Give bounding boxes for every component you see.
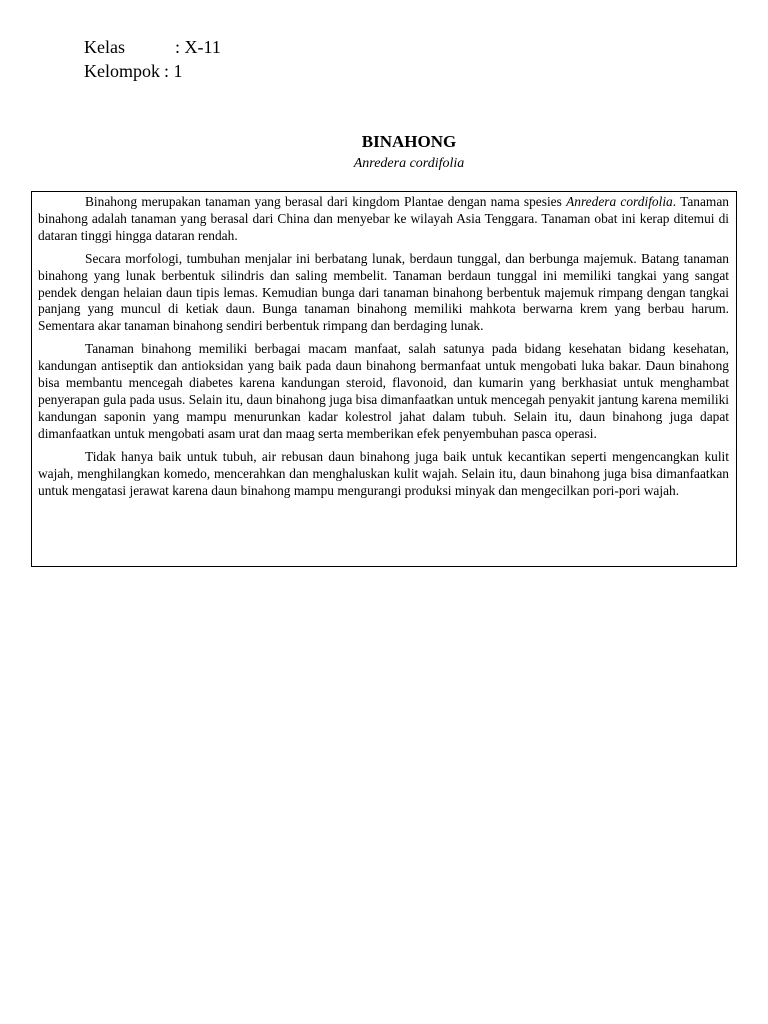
paragraph-intro-text-a: Binahong merupakan tanaman yang berasal dari kingdom Plantae dengan nama spesies: [85, 194, 567, 209]
document-title: BINAHONG: [361, 132, 457, 151]
document-subtitle: Anredera cordifolia: [353, 156, 465, 171]
species-name: Anredera cordifolia: [566, 194, 673, 209]
paragraph-intro: [38, 194, 729, 245]
paragraph-morphology: Secara morfologi, tumbuhan menjalar ini berbatang lunak, berdaun tunggal, dan berbunga majemuk. Batang tanaman binahong yang lunak berbentuk silindris dan saling membelit. Tanaman berdaun tunggal ini memiliki tangkai yang sangat pendek dengan helaian daun tipis lemas. Kemudian bunga dari tanaman binahong berbentuk majemuk rimpang dengan tangkai panjang yang muncul di ketiak daun. Bunga tanaman binahong memiliki mahkota berwarna krem yang berbau harum. Sementara akar tanaman binahong sendiri berbentuk rimpang dan berdaging lunak.: [38, 250, 729, 334]
paragraph-benefits: Tanaman binahong memiliki berbagai macam manfaat, salah satunya pada bidang kesehatan bidang kesehatan, kandungan antiseptik dan antioksidan yang baik pada daun binahong bermanfaat untuk mengobati luka bakar. Daun binahong bisa membantu mencegah diabetes karena kandungan steroid, flavonoid, dan kumarin yang berkhasiat untuk menghambat penyerapan gula pada usus. Selain itu, daun binahong juga bisa dimanfaatkan untuk mencegah penyakit jantung karena memiliki kandungan saponin yang mampu menurunkan kadar kolestrol jahat dalam tubuh. Selain itu, daun binahong juga dapat dimanfaatkan untuk mengobati asam urat dan maag serta memberikan efek penyembuhan pasca operasi.: [38, 341, 729, 441]
class-label: Kelas: [84, 37, 125, 57]
group-row: [84, 59, 221, 83]
class-row: [84, 35, 221, 59]
paragraph-beauty: Tidak hanya baik untuk tubuh, air rebusan daun binahong juga baik untuk kecantikan seperti mengencangkan kulit wajah, menghilangkan komedo, mencerahkan dan menghaluskan kulit wajah. Selain itu, daun binahong juga bisa dimanfaatkan untuk mengatasi jerawat karena daun binahong mampu mengurangi produksi minyak dan mengecilkan pori-pori wajah.: [38, 448, 729, 498]
class-value: : X-11: [175, 37, 221, 57]
paragraph-intro-text-b: . Tanaman binahong adalah tanaman yang berasal dari China dan menyebar ke wilayah Asia Tenggara. Tanaman obat ini kerap ditemui di dataran tinggi hingga dataran rendah.: [38, 194, 729, 243]
header-info: [84, 35, 221, 83]
content-box: [31, 191, 737, 567]
group-label: Kelompok: [84, 61, 160, 81]
group-value: : 1: [164, 61, 183, 81]
